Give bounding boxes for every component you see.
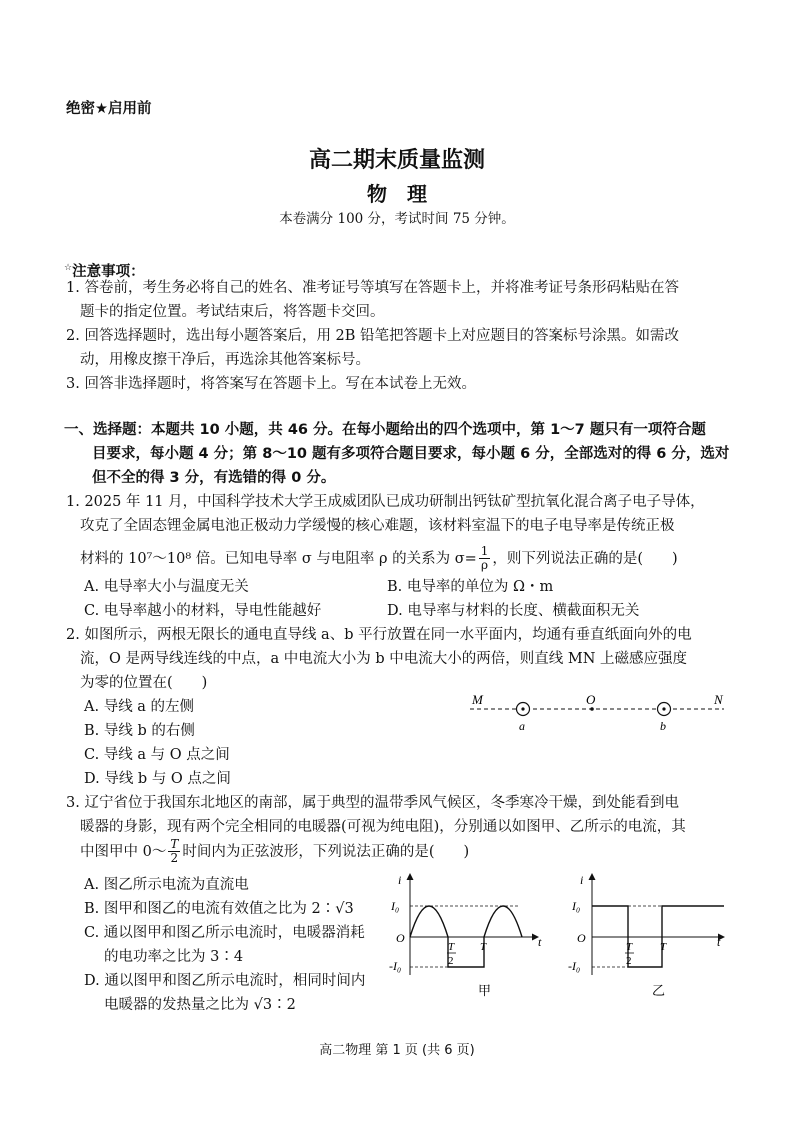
jia-caption: 甲	[478, 983, 492, 998]
q1-stem-line1: 1. 2025 年 11 月，中国科学技术大学王成威团队已成功研制出钙钛矿型抗氧化混合离子电子导体，	[66, 494, 705, 510]
q2-stem-line1: 2. 如图所示，两根无限长的通电直导线 a、b 平行放置在同一水平面内，均通有垂直纸面向外的电	[66, 627, 692, 643]
label-b: b	[660, 719, 666, 733]
notice-item-1: 1. 答卷前，考生务必将自己的姓名、准考证号等填写在答题卡上，并将准考证号条形码粘贴在答	[66, 280, 679, 296]
q3-stem-line1: 3. 辽宁省位于我国东北地区的南部，属于典型的温带季风气候区，冬季寒冷干燥，到处能看到电	[66, 795, 679, 811]
yi-label-i: i	[580, 873, 584, 887]
exam-info: 本卷满分 100 分，考试时间 75 分钟。	[279, 211, 515, 227]
jia-half-t-den: 2	[448, 955, 454, 967]
q1-stem-line3: 材料的 10⁷～10⁸ 倍。已知电导率 σ 与电阻率 ρ 的关系为 σ= $\frac{1}{\rho}$ ，则下列说法正确的是( )	[80, 544, 678, 572]
label-o: O	[586, 692, 596, 707]
label-a: a	[519, 719, 525, 733]
section-heading-line3: 但不全的得 3 分，有选错的得 0 分。	[92, 470, 336, 486]
subject-title: 物 理	[367, 182, 427, 206]
q3-option-b[interactable]: B. 图甲和图乙的电流有效值之比为 2∶√3	[84, 901, 354, 917]
notice-item-2-cont: 动，用橡皮擦干净后，再选涂其他答案标号。	[80, 352, 370, 368]
q1-fraction: $\frac{1}{\rho}$	[480, 544, 489, 572]
yi-caption: 乙	[652, 983, 666, 998]
q3-fraction: T 2	[170, 837, 179, 865]
q3-stem-line3: 中图甲中 0～ T 2 时间内为正弦波形，下列说法正确的是( )	[80, 837, 470, 865]
section-heading: 一、选择题：本题共 10 小题，共 46 分。在每小题给出的四个选项中，第 1～7 题只有一项符合题	[64, 422, 706, 438]
yi-label-i0: I₀	[572, 899, 581, 913]
jia-sine-half-2	[484, 906, 522, 937]
yi-label-period: T	[660, 941, 667, 953]
yi-half-t-den: 2	[626, 955, 632, 967]
notice-heading: ☆注意事项：	[64, 263, 145, 280]
wire-b-out-of-page-icon	[658, 703, 671, 716]
jia-half-t-num: T	[448, 941, 455, 953]
secret-mark: 绝密★启用前	[66, 101, 152, 117]
q2-option-b[interactable]: B. 导线 b 的右侧	[84, 723, 195, 739]
jia-label-t: t	[538, 935, 542, 949]
q1-stem-line2: 攻克了全固态锂金属电池正极动力学缓慢的核心难题，该材料室温下的电子电导率是传统正极	[80, 518, 675, 534]
graph-yi	[562, 868, 732, 1013]
page-footer: 高二物理 第 1 页 (共 6 页)	[319, 1043, 475, 1058]
q1-option-d[interactable]: D. 电导率与材料的长度、横截面积无关	[387, 603, 640, 619]
q1-option-b[interactable]: B. 电导率的单位为 Ω・m	[387, 579, 554, 595]
q1-option-c[interactable]: C. 电导率越小的材料，导电性能越好	[84, 603, 322, 619]
jia-label-i0: I₀	[391, 899, 400, 913]
q3-option-c-cont: 的电功率之比为 3∶4	[104, 949, 244, 965]
q3-option-d-cont: 电暖器的发热量之比为 √3∶2	[104, 997, 296, 1013]
q2-option-c[interactable]: C. 导线 a 与 O 点之间	[84, 747, 230, 763]
graph-jia	[388, 868, 558, 1013]
q1-option-a[interactable]: A. 电导率大小与温度无关	[84, 579, 249, 595]
yi-label-origin: O	[577, 931, 586, 945]
q2-stem-line3: 为零的位置在( )	[80, 675, 208, 691]
jia-label-period: T	[480, 941, 487, 953]
jia-label-i: i	[398, 873, 402, 887]
q2-option-a[interactable]: A. 导线 a 的左侧	[84, 699, 195, 715]
q2-wire-figure	[462, 688, 732, 736]
q3-stem-line2: 暖器的身影，现有两个完全相同的电暖器(可视为纯电阻)，分别通以如图甲、乙所示的电流，其	[80, 819, 686, 835]
wire-a-out-of-page-icon	[517, 703, 530, 716]
yi-half-t-num: T	[626, 941, 633, 953]
page-title: 高二期末质量监测	[308, 148, 485, 173]
q2-stem-line2: 流，O 是两导线连线的中点，a 中电流大小为 b 中电流大小的两倍，则直线 MN 上磁感应强度	[80, 651, 688, 667]
point-o	[590, 707, 594, 711]
q3-option-a[interactable]: A. 图乙所示电流为直流电	[84, 877, 249, 893]
yi-label-t: t	[717, 935, 721, 949]
q3-option-c[interactable]: C. 通以图甲和图乙所示电流时，电暖器消耗	[84, 925, 365, 941]
label-n: N	[714, 692, 723, 707]
notice-item-2: 2. 回答选择题时，选出每小题答案后，用 2B 铅笔把答题卡上对应题目的答案标号涂黑。如需改	[66, 328, 680, 344]
label-m: M	[472, 692, 483, 707]
jia-sine-half-1	[410, 906, 448, 937]
jia-label-origin: O	[396, 931, 405, 945]
star-mark-icon: ☆	[64, 263, 73, 273]
q2-option-d[interactable]: D. 导线 b 与 O 点之间	[84, 771, 231, 787]
section-heading-line2: 目要求，每小题 4 分；第 8～10 题有多项符合题目要求，每小题 6 分，全部选对的得 6 分，选对	[92, 446, 730, 462]
yi-label-neg-i0: -I₀	[568, 959, 581, 973]
jia-label-neg-i0: -I₀	[389, 959, 402, 973]
notice-item-3: 3. 回答非选择题时，将答案写在答题卡上。写在本试卷上无效。	[66, 376, 476, 392]
q3-option-d[interactable]: D. 通以图甲和图乙所示电流时，相同时间内	[84, 973, 366, 989]
notice-item-1-cont: 题卡的指定位置。考试结束后，将答题卡交回。	[80, 304, 385, 320]
